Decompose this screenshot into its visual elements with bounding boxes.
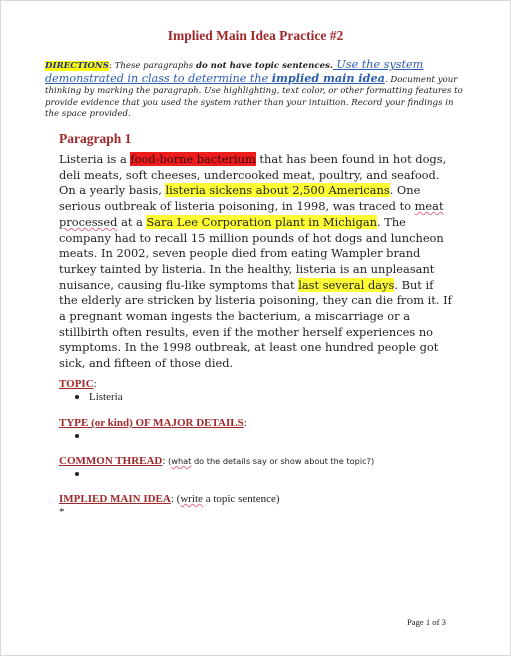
colon: :: [162, 455, 166, 467]
directions-text-2: . Document your thinking by marking the paragraph. Use highlighting, text color, or other formatting features to provide evidence that you used the system rather than your intuition. Record your findings in the space provided.: [45, 74, 463, 119]
common-thread-answer[interactable]: [75, 468, 89, 480]
bullet-dot: [75, 434, 79, 438]
spellcheck-underline: meat processed: [59, 199, 444, 229]
directions-block: [45, 59, 470, 121]
implied-main-idea-row: [59, 487, 280, 506]
paragraph-text: that has been found in hot dogs, deli meats, soft cheeses, undercooked meat, poultry, and seafood. On a yearly basis,: [59, 152, 447, 198]
document-title: Implied Main Idea Practice #2: [167, 28, 344, 43]
topic-answer-text: Listeria: [89, 391, 123, 403]
paragraph-text: . The company had to recall 15 million pounds of hot dogs and luncheon meats. In 2002, seven people died from eating Wampler brand turkey tainted by listeria. In the healthy, listeria is an unpleasant nuisance, causing flu-like symptoms that: [59, 214, 444, 292]
common-thread-note: [165, 456, 374, 466]
highlight-yellow: Sara Lee Corporation plant in Michigan: [146, 214, 377, 229]
major-details-label: TYPE (or kind) OF MAJOR DETAILS: [59, 417, 244, 429]
paragraph-text: . But if the elderly are stricken by listeria poisoning, they can die from it. If a pregnant woman ingests the bacterium, a miscarriage or a stillbirth often results, even if the mother herself experiences no symptoms. In the 1998 outbreak, at least one hundred people got sick, and fifteen of those died.: [59, 277, 452, 371]
paragraph-body: [59, 152, 454, 372]
bullet-dot: [75, 395, 79, 399]
colon: :: [243, 417, 247, 429]
highlight-red: food-borne bacterium: [130, 152, 256, 166]
directions-link-bold[interactable]: implied main idea: [271, 70, 385, 85]
topic-answer: [75, 391, 123, 403]
spellcheck-underline: write: [180, 493, 203, 505]
note-text: (: [173, 493, 181, 505]
implied-main-idea-answer[interactable]: *: [59, 506, 65, 518]
directions-bold-text: do not have topic sentences.: [195, 61, 333, 71]
major-details-row: [59, 411, 247, 430]
implied-main-idea-note: [174, 493, 280, 505]
directions-label: DIRECTIONS: [45, 61, 109, 71]
common-thread-row: [59, 449, 374, 468]
colon: :: [93, 378, 97, 390]
paragraph-text: . One serious outbreak of listeria poisoning, in 1998, was traced to: [59, 183, 421, 214]
topic-label: TOPIC: [59, 378, 94, 390]
paragraph-text: Listeria is a: [59, 152, 131, 166]
page-number: Page 1 of 3: [407, 617, 446, 627]
major-details-answer[interactable]: [75, 430, 89, 442]
note-text: (: [165, 456, 172, 466]
bullet-dot: [75, 472, 79, 476]
note-text: do the details say or show about the topic?): [191, 456, 375, 466]
highlight-yellow: last several days: [298, 277, 395, 292]
common-thread-label: COMMON THREAD: [59, 455, 163, 467]
directions-text-1: : These paragraphs: [108, 61, 196, 71]
highlight-yellow: listeria sickens about 2,500 Americans: [165, 183, 390, 198]
colon: :: [170, 493, 174, 505]
note-text: a topic sentence): [202, 493, 280, 505]
implied-main-idea-label: IMPLIED MAIN IDEA: [59, 493, 171, 505]
paragraph-heading: Paragraph 1: [59, 131, 132, 146]
paragraph-text: at a: [117, 214, 147, 229]
topic-row: [59, 372, 97, 391]
directions-link-text[interactable]: Use the system demonstrated in class to determine the: [45, 58, 424, 85]
spellcheck-underline: what: [171, 456, 192, 466]
